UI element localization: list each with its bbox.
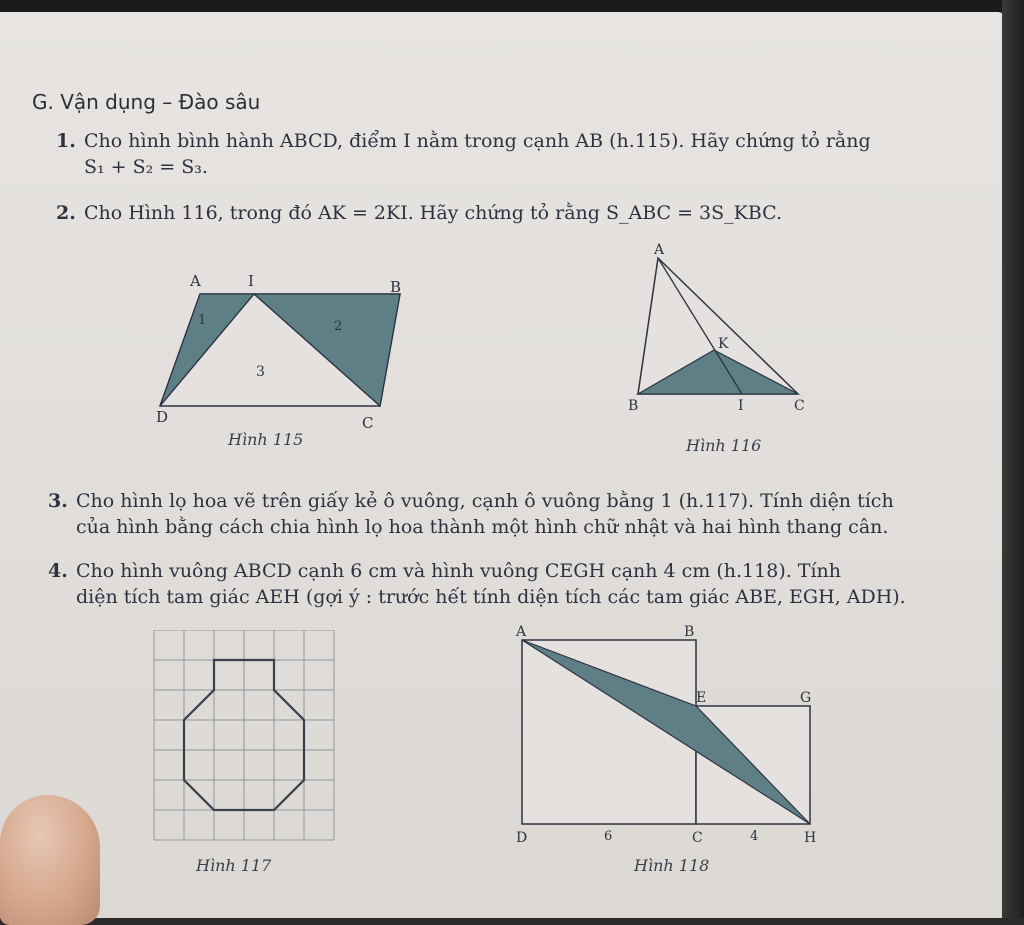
label-d: D bbox=[156, 408, 169, 426]
problem-3 bbox=[48, 488, 948, 540]
caption-117: Hình 117 bbox=[196, 856, 272, 875]
problem-text-line1: Cho Hình 116, trong đó AK = 2KI. Hãy chứng tỏ rằng S_ABC = 3S_KBC. bbox=[84, 202, 783, 224]
figure-117 bbox=[150, 630, 340, 866]
problem-text-line2: S₁ + S₂ = S₃. bbox=[84, 156, 208, 178]
figure-118 bbox=[506, 622, 836, 852]
label-b: B bbox=[390, 278, 402, 296]
problem-number: 2. bbox=[56, 202, 76, 224]
problem-text-line2: diện tích tam giác AEH (gợi ý : trước hết tính diện tích các tam giác ABE, EGH, ADH). bbox=[76, 586, 906, 608]
section-heading: G. Vận dụng – Đào sâu bbox=[32, 90, 261, 114]
label-b: B bbox=[684, 624, 695, 640]
label-c: C bbox=[362, 414, 374, 432]
label-i: I bbox=[738, 398, 744, 414]
label-a: A bbox=[190, 272, 201, 290]
label-c: C bbox=[794, 398, 805, 414]
problem-1 bbox=[56, 128, 936, 180]
textbook-page bbox=[0, 12, 1004, 918]
problem-text-line2: của hình bằng cách chia hình lọ hoa thành một hình chữ nhật và hai hình thang cân. bbox=[76, 516, 889, 538]
label-d: D bbox=[516, 830, 528, 846]
caption-118: Hình 118 bbox=[634, 856, 710, 875]
label-side-4: 4 bbox=[750, 829, 759, 844]
region-1-label: 1 bbox=[198, 313, 207, 328]
finger-thumb bbox=[0, 795, 100, 925]
region-2-label: 2 bbox=[334, 319, 343, 334]
label-b: B bbox=[628, 398, 639, 414]
problem-2 bbox=[56, 200, 936, 226]
label-a: A bbox=[516, 624, 527, 640]
label-k: K bbox=[718, 336, 729, 352]
problem-number: 1. bbox=[56, 130, 76, 152]
label-c: C bbox=[692, 830, 703, 846]
caption-115: Hình 115 bbox=[228, 430, 304, 449]
problem-4 bbox=[48, 558, 948, 610]
problem-text-line1: Cho hình lọ hoa vẽ trên giấy kẻ ô vuông, cạnh ô vuông bằng 1 (h.117). Tính diện tích bbox=[76, 490, 894, 512]
top-dark-strip bbox=[0, 0, 1024, 12]
problem-text-line1: Cho hình bình hành ABCD, điểm I nằm trong cạnh AB (h.115). Hãy chứng tỏ rằng bbox=[84, 130, 871, 152]
problem-number: 4. bbox=[48, 560, 68, 582]
label-i: I bbox=[248, 272, 254, 290]
label-g: G bbox=[800, 690, 812, 706]
figure-116 bbox=[618, 240, 828, 424]
problem-text-line1: Cho hình vuông ABCD cạnh 6 cm và hình vuông CEGH cạnh 4 cm (h.118). Tính bbox=[76, 560, 842, 582]
caption-116: Hình 116 bbox=[686, 436, 762, 455]
label-side-6: 6 bbox=[604, 829, 613, 844]
label-e: E bbox=[696, 690, 707, 706]
label-a: A bbox=[654, 242, 665, 258]
figure-115 bbox=[150, 260, 410, 444]
page-edge-shadow bbox=[1002, 0, 1024, 918]
label-h: H bbox=[804, 830, 817, 846]
region-3-label: 3 bbox=[256, 364, 265, 380]
problem-number: 3. bbox=[48, 490, 68, 512]
